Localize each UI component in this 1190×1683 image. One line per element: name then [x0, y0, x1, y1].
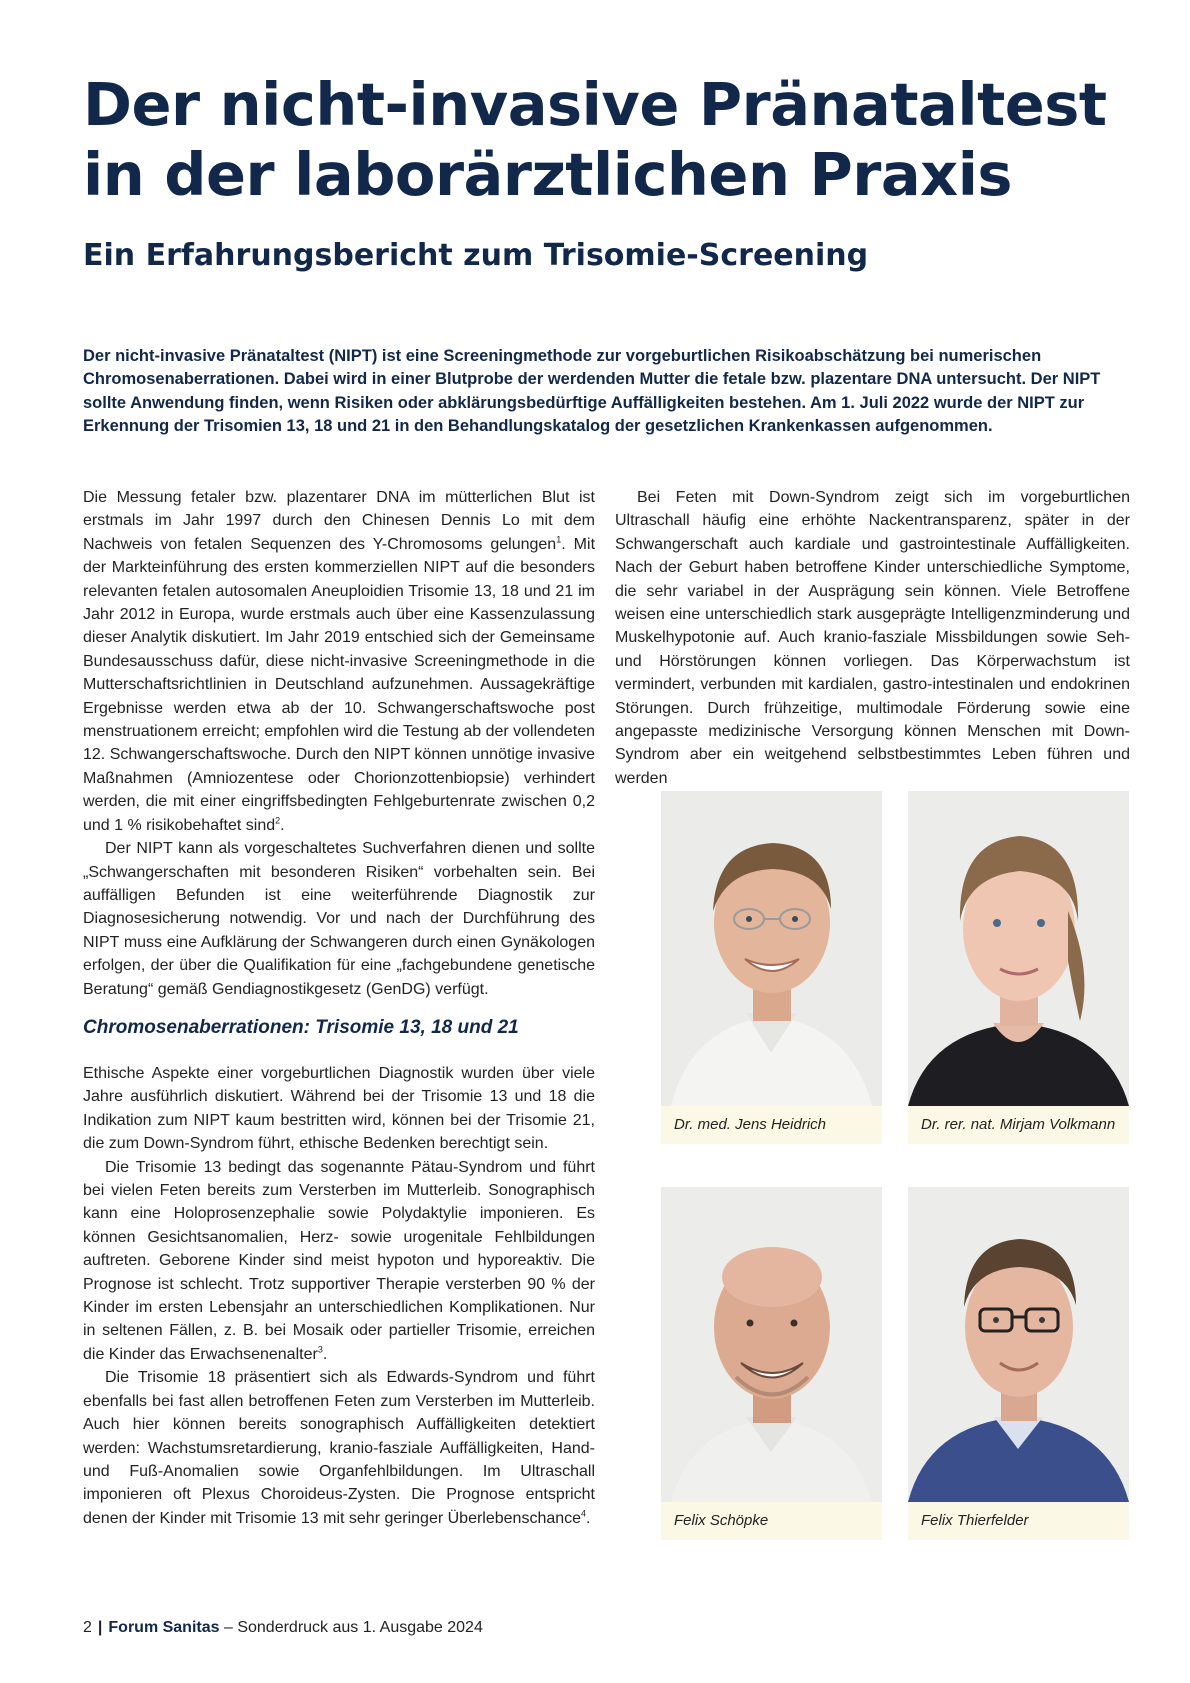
title-line-1: Der nicht-invasive Pränataltest — [83, 70, 1107, 139]
title-line-2: in der laborärztlichen Praxis — [83, 140, 1013, 209]
author-card-3 — [661, 1187, 882, 1540]
footnote-ref-1[interactable]: 1 — [556, 534, 562, 545]
footer-brand: Forum Sanitas — [108, 1619, 220, 1636]
page-number: 2 — [83, 1619, 92, 1636]
author-caption-1: Dr. med. Jens Heidrich — [674, 1116, 826, 1133]
left-column-bottom — [83, 1062, 595, 1530]
left-paragraph-5: Die Trisomie 18 präsentiert sich als Edwards-Syndrom und führt ebenfalls bei fast allen betroffenen Feten zum Versterben im Mutterleib. Auch hier können bereits sonographisch Auffälligkeiten detektiert werden: Wachstumsretardierung, kranio-fasziale Auffälligkeiten, Hand- und Fuß-Anomalien sowie Organfehlbildungen. Im Ultraschall imponieren oft Plexus Choroideus-Zysten. Die Prognose entspricht denen der Kinder mit Trisomie 13 mit sehr geringer Überlebenschance$^4$. — [83, 1369, 595, 1527]
footnote-ref-2[interactable]: 2 — [275, 815, 281, 826]
author-card-4 — [908, 1187, 1129, 1540]
left-paragraph-4: Die Trisomie 13 bedingt das sogenannte Pätau-Syndrom und führt bei vielen Feten bereits zum Versterben im Mutterleib. Sonographisch kann eine Holoprosenzephalie sowie Polydaktylie imponieren. Es können Gesichtsanomalien, Herz- sowie urogenitale Fehlbildungen auftreten. Geborene Kinder sind meist hypoton und hyporeaktiv. Die Prognose ist schlecht. Trotz supportiver Therapie versterben 90 % der Kinder im ersten Lebensjahr an unterschiedlichen Komplikationen. Nur in seltenen Fällen, z. B. bei Mosaik oder partieller Trisomie, erreichen die Kinder das Erwachsenenalter$^3$. — [83, 1158, 595, 1363]
left-paragraph-2: Der NIPT kann als vorgeschaltetes Suchverfahren dienen und sollte „Schwangerschaften mit besonderen Risiken“ vorbehalten sein. Bei auffälligen Befunden ist eine weiterführende Diagnostik zur Diagnosesicherung notwendig. Vor und nach der Durchführung des NIPT muss eine Aufklärung der Schwangeren durch einen Gynäkologen erfolgen, der über die Qualifikation für eine „fachgebundene genetische Beratung“ gemäß Gendiagnostikgesetz (GenDG) verfügt. — [83, 840, 595, 998]
author-photo-3 — [661, 1187, 882, 1502]
footnote-ref-4[interactable]: 4 — [581, 1508, 587, 1519]
footnote-ref-3[interactable]: 3 — [317, 1344, 323, 1355]
left-paragraph-3: Ethische Aspekte einer vorgeburtlichen Diagnostik wurden über viele Jahre ausführlich diskutiert. Während bei der Trisomie 13 und 18 die Indikation zum NIPT kaum bestritten wird, können bei der Trisomie 21, die zum Down-Syndrom führt, ethische Bedenken berechtigt sein. — [83, 1065, 595, 1153]
author-card-1 — [661, 791, 882, 1144]
article-subtitle: Ein Erfahrungsbericht zum Trisomie-Screening — [83, 238, 869, 273]
footer-separator: | — [97, 1619, 103, 1636]
article-lead: Der nicht-invasive Pränataltest (NIPT) ist eine Screeningmethode zur vorgeburtlichen Risikoabschätzung bei numerischen Chromosenaberrationen. Dabei wird in einer Blutprobe der werdenden Mutter die fetale bzw. plazentare DNA untersucht. Der NIPT sollte Anwendung finden, wenn Risiken oder abklärungsbedürftige Auffälligkeiten bestehen. Am 1. Juli 2022 wurde der NIPT zur Erkennung der Trisomien 13, 18 und 21 in den Behandlungskatalog der gesetzlichen Krankenkassen aufgenommen. — [83, 347, 1101, 436]
page-footer — [83, 1617, 483, 1639]
author-caption-4: Felix Thierfelder — [921, 1512, 1029, 1529]
article-title — [83, 70, 1123, 210]
footer-edition: – Sonderdruck aus 1. Ausgabe 2024 — [223, 1619, 483, 1636]
left-paragraph-1: Die Messung fetaler bzw. plazentarer DNA im mütterlichen Blut ist erstmals im Jahr 1997 durch den Chinesen Dennis Lo mit dem Nachweis von fetalen Sequenzen des Y-Chromosoms gelungen$^1$. Mit der Markteinführung des ersten kommerziellen NIPT auf die besonders relevanten fetalen autosomalen Aneuploidien Trisomie 13, 18 und 21 im Jahr 2012 in Europa, wurde erstmals auch über eine Kassenzulassung dieser Analytik diskutiert. Im Jahr 2019 entschied sich der Gemeinsame Bundesausschuss dafür, diese nicht-invasive Screeningmethode in die Mutterschaftsrichtlinien in Deutschland aufzunehmen. Aussagekräftige Ergebnisse werden etwa ab der 10. Schwangerschaftswoche post menstruationem erreicht; empfohlen wird die Testung ab der vollendeten 12. Schwangerschaftswoche. Durch den NIPT können unnötige invasive Maßnahmen (Amniozentese oder Chorionzottenbiopsie) verhindert werden, die mit einer eingriffsbedingten Fehlgeburtenrate zwischen 0,2 und 1 % risikobehaftet sind$^2$. — [83, 489, 596, 834]
author-card-2 — [908, 791, 1129, 1144]
right-column — [615, 486, 1130, 790]
right-paragraph-1: Bei Feten mit Down-Syndrom zeigt sich im vorgeburtlichen Ultraschall häufig eine erhöhte Nackentransparenz, später in der Schwangerschaft auch kardiale und gastrointestinale Auffälligkeiten. Nach der Geburt haben betroffene Kinder unterschiedliche Symptome, die sehr variabel in der Ausprägung sein können. Viele Betroffene weisen eine unterschiedlich stark ausgeprägte Intelligenzminderung und Muskelhypotonie auf. Auch kranio-fasziale Missbildungen sowie Seh- und Hörstörungen können vorliegen. Das Körperwachstum ist vermindert, verbunden mit kardialen, gastro-intestinalen und endokrinen Störungen. Durch frühzeitige, multimodale Förderung sowie eine angepasste medizinische Versorgung können Menschen mit Down-Syndrom aber ein weitgehend selbstbestimmtes Leben führen und werden — [615, 489, 1130, 787]
author-caption-3: Felix Schöpke — [674, 1512, 769, 1529]
author-photo-1 — [661, 791, 882, 1106]
author-caption-2: Dr. rer. nat. Mirjam Volkmann — [921, 1116, 1116, 1133]
author-photo-4 — [908, 1187, 1129, 1502]
section-heading: Chromosenaberrationen: Trisomie 13, 18 und 21 — [83, 1017, 519, 1038]
author-photo-2 — [908, 791, 1129, 1106]
left-column-top — [83, 486, 595, 1001]
